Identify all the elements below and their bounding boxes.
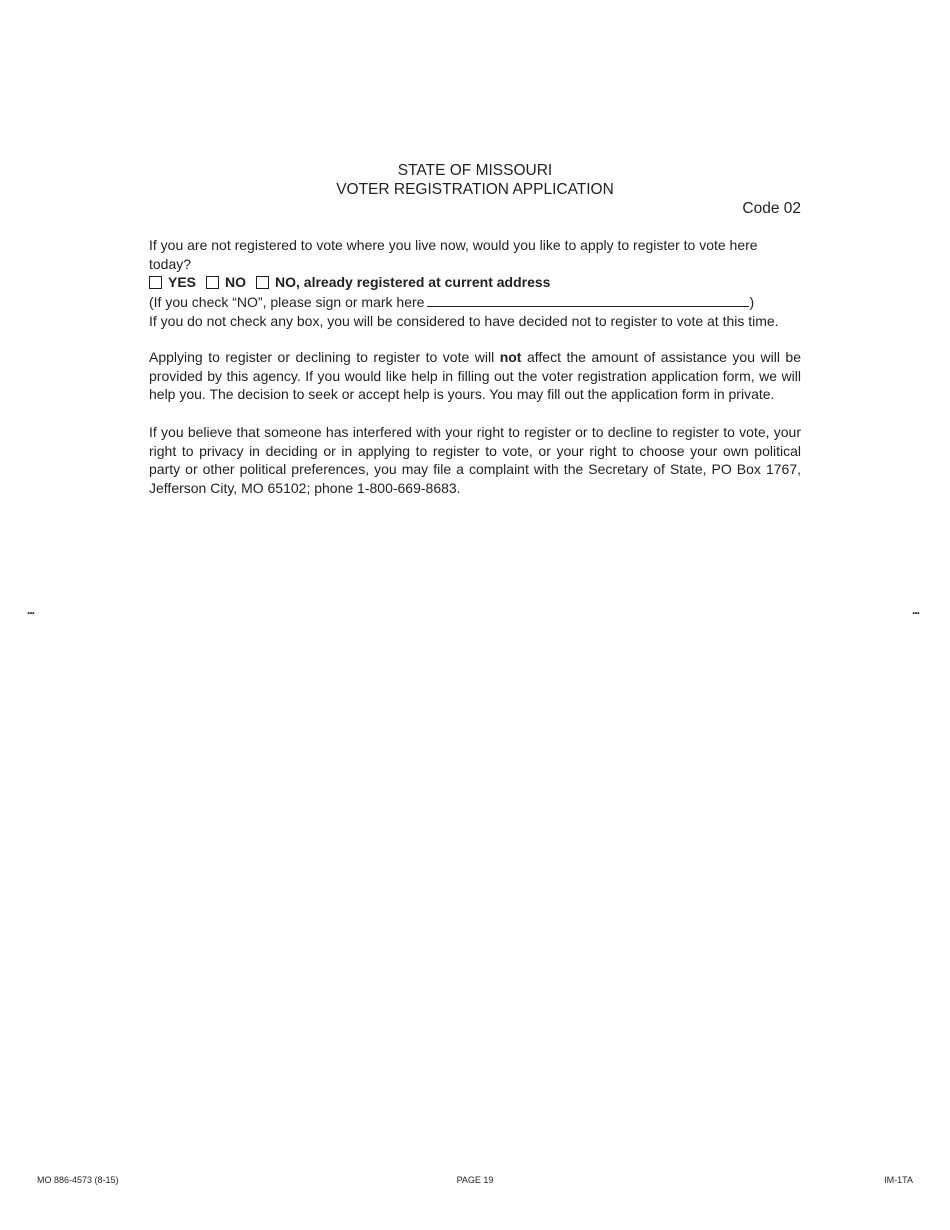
- already-registered-checkbox[interactable]: [256, 276, 269, 289]
- form-title-state: STATE OF MISSOURI: [397, 162, 553, 179]
- assistance-text-start: Applying to register or declining to register to vote will: [149, 349, 500, 365]
- left-fold-mark: ...: [27, 603, 35, 617]
- footer-form-code: IM-1TA: [884, 1175, 913, 1185]
- form-code: Code 02: [742, 200, 801, 217]
- footer-page-number: PAGE 19: [456, 1175, 494, 1185]
- assistance-paragraph: [149, 348, 801, 404]
- registration-options: [149, 273, 801, 292]
- assistance-text-end: affect the amount of assistance you will be provided by this agency. If you would like help in filling out the voter registration application form, we will help you. The decision to seek or accept help is yours. You may fill out the application form in private.: [149, 349, 802, 403]
- complaint-text: If you believe that someone has interfered with your right to register or to decline to register to vote, your right to privacy in deciding or in applying to register to vote, or your right to choose your own political party or other political preferences, you may file a complaint with the Secretary of State, PO Box 1767, Jefferson City, MO 65102; phone 1-800-669-8683.: [149, 424, 801, 496]
- registration-question-section: [149, 236, 801, 292]
- signature-field[interactable]: [427, 292, 749, 307]
- signature-prompt: (If you check “NO”, please sign or mark here: [149, 294, 425, 310]
- signature-line: [149, 292, 801, 312]
- signature-section: [149, 292, 801, 330]
- no-selection-note: If you do not check any box, you will be considered to have decided not to register to vote at this time.: [149, 312, 779, 329]
- registration-question-text: If you are not registered to vote where you live now, would you like to apply to register to vote here today?: [149, 237, 758, 272]
- already-registered-option-label: NO, already registered at current address: [275, 274, 551, 291]
- footer-form-number: MO 886-4573 (8-15): [37, 1175, 119, 1185]
- no-option-label: NO: [225, 274, 247, 291]
- no-checkbox[interactable]: [206, 276, 219, 289]
- signature-close-paren: ): [749, 294, 755, 310]
- form-title: VOTER REGISTRATION APPLICATION: [336, 181, 614, 198]
- assistance-bold-not: not: [499, 349, 522, 365]
- right-fold-mark: ...: [912, 603, 920, 617]
- yes-option-label: YES: [168, 274, 197, 291]
- complaint-paragraph: [149, 423, 801, 497]
- yes-checkbox[interactable]: [149, 276, 162, 289]
